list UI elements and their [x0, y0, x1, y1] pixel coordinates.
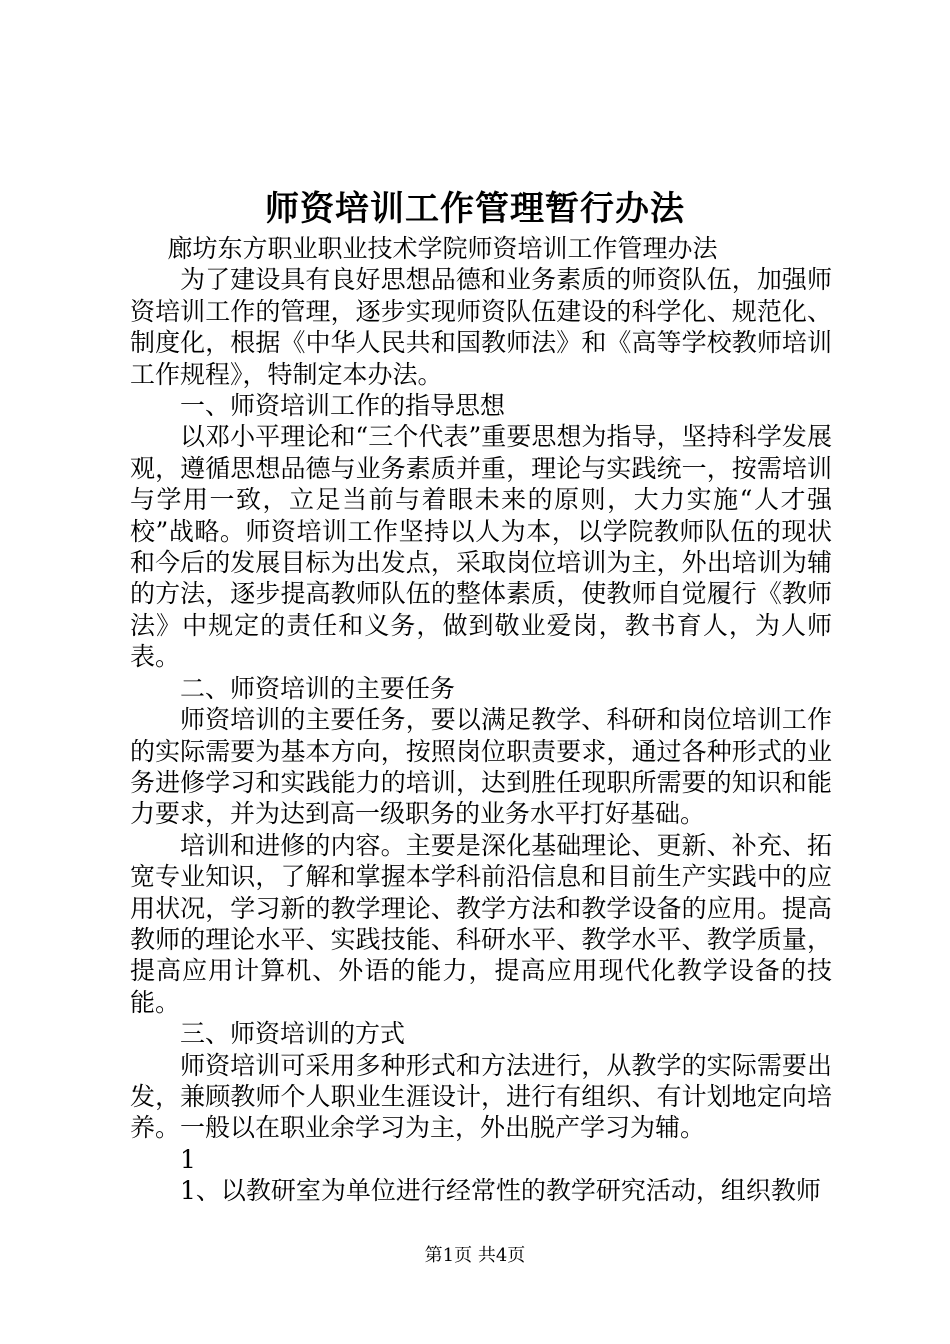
paragraph-preamble: 为了建设具有良好思想品德和业务素质的师资队伍，加强师资培训工作的管理，逐步实现师资队伍建设的科学化、规范化、制度化，根据《中华人民共和国教师法》和《高等学校教师培训工作规程》，特制定本办法。: [130, 265, 832, 389]
section-heading-1: 一、师资培训工作的指导思想: [180, 391, 506, 421]
page-footer: 第1页 共4页: [424, 1245, 526, 1266]
document-body: [130, 233, 832, 1207]
section-heading-3: 三、师资培训的方式: [180, 1019, 406, 1049]
paragraph-training-methods: 师资培训可采用多种形式和方法进行，从教学的实际需要出发，兼顾教师个人职业生涯设计，进行有组织、有计划地定向培养。一般以在职业余学习为主，外出脱产学习为辅。: [130, 1050, 832, 1143]
list-number-marker: 1: [180, 1144, 196, 1174]
document-title: 师资培训工作管理暂行办法: [265, 189, 685, 229]
paragraph-training-content: 培训和进修的内容。主要是深化基础理论、更新、补充、拓宽专业知识，了解和掌握本学科前沿信息和目前生产实践中的应用状况，学习新的教学理论、教学方法和教学设备的应用。提高教师的理论水平、实践技能、科研水平、教学水平、教学质量，提高应用计算机、外语的能力，提高应用现代化教学设备的技能。: [130, 830, 832, 1017]
paragraph-main-tasks: 师资培训的主要任务，要以满足教学、科研和岗位培训工作的实际需要为基本方向，按照岗位职责要求，通过各种形式的业务进修学习和实践能力的培训，达到胜任现职所需要的知识和能力要求，并为达到高一级职务的业务水平打好基础。: [130, 705, 832, 829]
list-item-1: 1、以教研室为单位进行经常性的教学研究活动，组织教师: [180, 1176, 821, 1206]
paragraph-guiding-principles: 以邓小平理论和“三个代表”重要思想为指导，坚持科学发展观，遵循思想品德与业务素质并重，理论与实践统一，按需培训与学用一致，立足当前与着眼未来的原则，大力实施“人才强校”战略。师资培训工作坚持以人为本，以学院教师队伍的现状和今后的发展目标为出发点，采取岗位培训为主，外出培训为辅的方法，逐步提高教师队伍的整体素质，使教师自觉履行《教师法》中规定的责任和义务，做到敬业爱岗，教书育人，为人师表。: [130, 422, 832, 672]
paragraph-subtitle: 廊坊东方职业职业技术学院师资培训工作管理办法: [167, 234, 718, 263]
section-heading-2: 二、师资培训的主要任务: [180, 673, 456, 703]
